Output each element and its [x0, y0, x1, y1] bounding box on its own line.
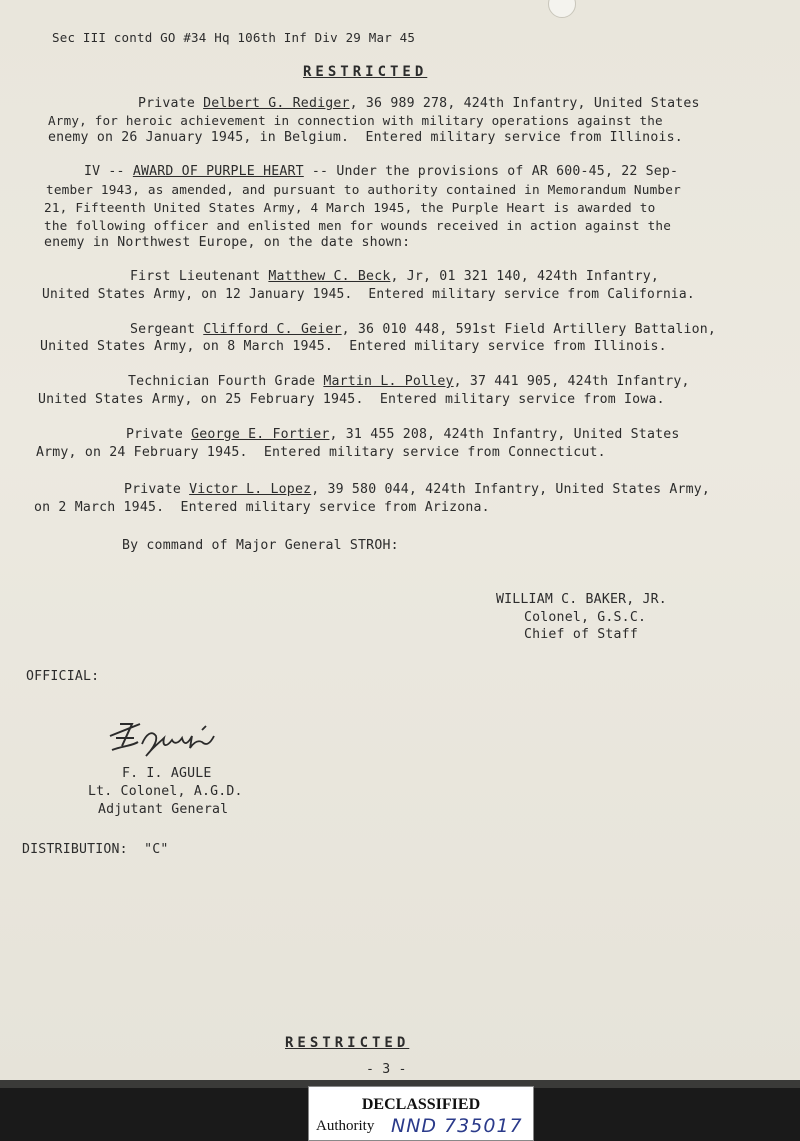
authority-value: NND 735017 [391, 1115, 523, 1137]
declassified-stamp [308, 1086, 534, 1141]
chief-name: WILLIAM C. BAKER, JR. [496, 592, 667, 607]
official-label: OFFICIAL: [26, 669, 100, 684]
chief-rank: Colonel, G.S.C. [524, 610, 647, 625]
header-reference: Sec III contd GO #34 Hq 106th Inf Div 29 Mar 45 [52, 30, 416, 45]
page-number: - 3 - [366, 1062, 407, 1077]
command-line: By command of Major General STROH: [122, 538, 399, 553]
award-4-line-1: Private George E. Fortier, 31 455 208, 424th Infantry, United States [126, 427, 680, 442]
signature [102, 716, 252, 766]
distribution: DISTRIBUTION: "C" [22, 842, 169, 857]
p1-line-1: Private Delbert G. Rediger, 36 989 278, 424th Infantry, United States [138, 96, 700, 111]
award-5-line-2: on 2 March 1945. Entered military service from Arizona. [34, 500, 490, 515]
p2-line-3: 21, Fifteenth United States Army, 4 March 1945, the Purple Heart is awarded to [44, 200, 656, 215]
p1-line-2: Army, for heroic achievement in connection with military operations against the [48, 113, 663, 128]
award-1-line-2: United States Army, on 12 January 1945. Entered military service from California. [42, 287, 695, 302]
award-3-line-2: United States Army, on 25 February 1945. Entered military service from Iowa. [38, 392, 665, 407]
award-2-line-2: United States Army, on 8 March 1945. Entered military service from Illinois. [40, 339, 667, 354]
award-1-line-1: First Lieutenant Matthew C. Beck, Jr, 01 321 140, 424th Infantry, [130, 269, 660, 284]
name-fortier: George E. Fortier [191, 427, 330, 442]
chief-title: Chief of Staff [524, 627, 638, 642]
official-rank: Lt. Colonel, A.G.D. [88, 784, 243, 799]
p2-line-1: IV -- AWARD OF PURPLE HEART -- Under the provisions of AR 600-45, 22 Sep- [84, 164, 679, 179]
award-title: AWARD OF PURPLE HEART [132, 164, 304, 179]
punch-hole [548, 0, 576, 18]
official-name: F. I. AGULE [122, 766, 212, 781]
declassified-title: DECLASSIFIED [361, 1096, 481, 1113]
name-geier: Clifford C. Geier [203, 322, 342, 337]
classification-top: RESTRICTED [303, 64, 428, 80]
p2-line-5: enemy in Northwest Europe, on the date shown: [44, 235, 411, 250]
classification-bottom: RESTRICTED [285, 1035, 410, 1051]
p1-line-3: enemy on 26 January 1945, in Belgium. Entered military service from Illinois. [48, 130, 683, 145]
name-beck: Matthew C. Beck [268, 269, 391, 284]
award-3-line-1: Technician Fourth Grade Martin L. Polley, 37 441 905, 424th Infantry, [128, 374, 690, 389]
name-rediger: Delbert G. Rediger [203, 96, 350, 111]
authority-label: Authority [316, 1118, 375, 1134]
p2-line-4: the following officer and enlisted men for wounds received in action against the [44, 218, 672, 233]
p2-line-2: tember 1943, as amended, and pursuant to authority contained in Memorandum Number [46, 182, 681, 197]
award-2-line-1: Sergeant Clifford C. Geier, 36 010 448, 591st Field Artillery Battalion, [130, 322, 717, 337]
award-4-line-2: Army, on 24 February 1945. Entered military service from Connecticut. [36, 445, 606, 460]
official-title: Adjutant General [98, 802, 229, 817]
award-5-line-1: Private Victor L. Lopez, 39 580 044, 424th Infantry, United States Army, [124, 482, 711, 497]
name-lopez: Victor L. Lopez [189, 482, 312, 497]
name-polley: Martin L. Polley [323, 374, 454, 389]
